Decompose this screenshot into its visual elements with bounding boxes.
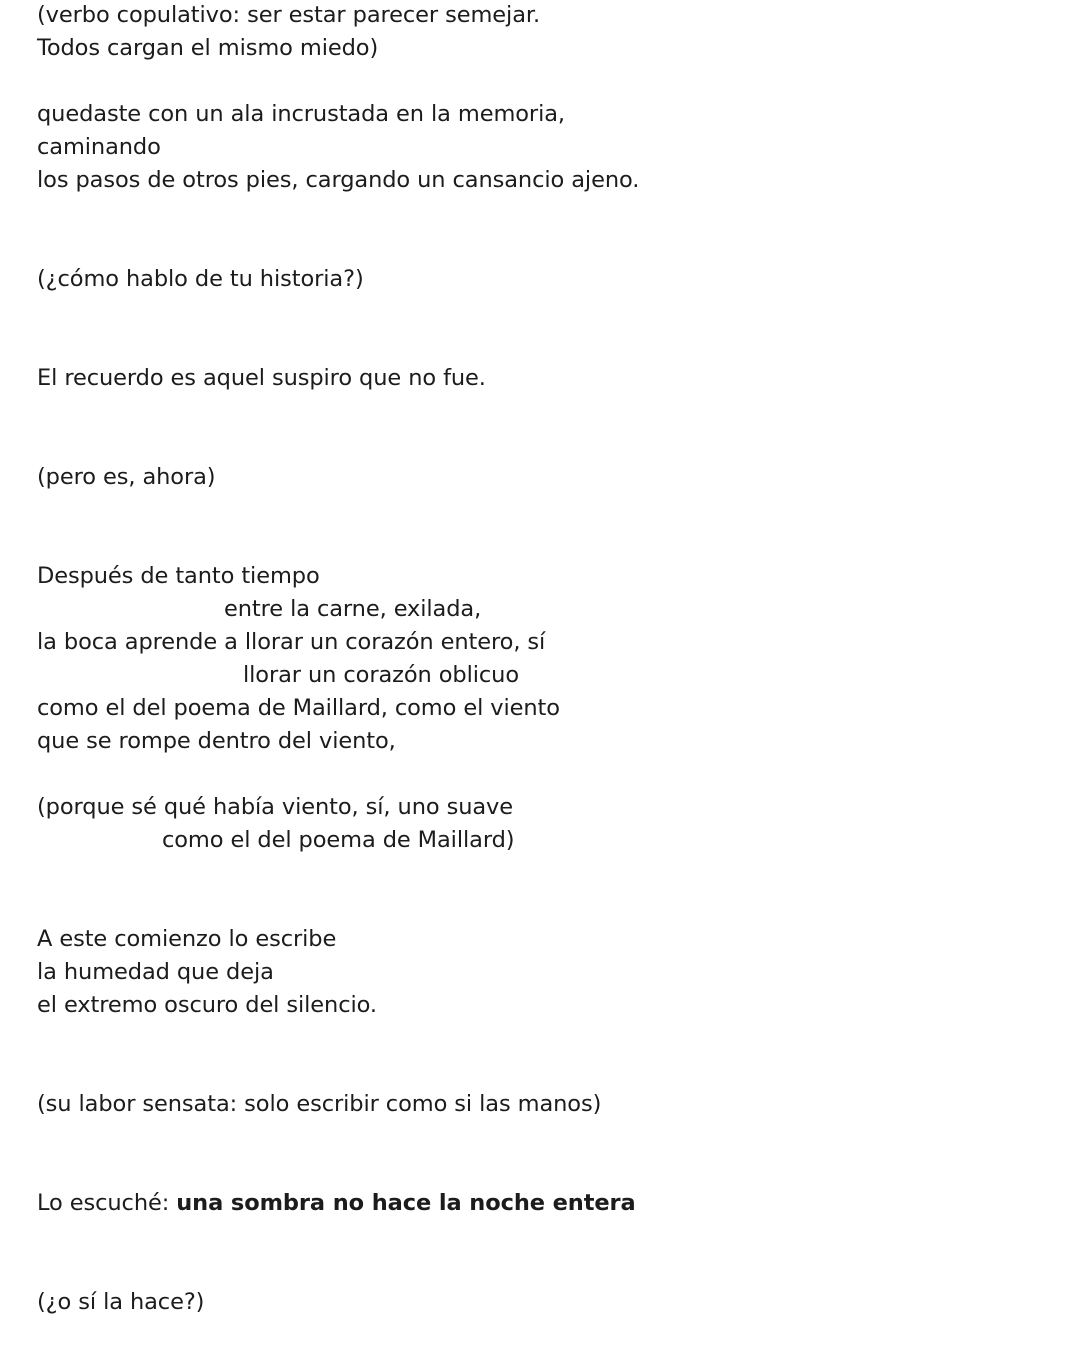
poem-line-with-emphasis (37, 1187, 636, 1220)
poem-line: El recuerdo es aquel suspiro que no fue. (37, 365, 486, 391)
poem-line: que se rompe dentro del viento, (37, 728, 396, 754)
poem-line: quedaste con un ala incrustada en la memoria, (37, 101, 565, 127)
poem-line: (verbo copulativo: ser estar parecer semejar. (37, 2, 541, 28)
poem-line: la humedad que deja (37, 959, 274, 985)
poem-line: Después de tanto tiempo (37, 563, 320, 589)
poem-line: (pero es, ahora) (37, 464, 216, 490)
poem-line-indented: llorar un corazón oblicuo (243, 662, 519, 688)
poem-line-regular-part: Lo escuché: (37, 1190, 177, 1216)
poem-line: la boca aprende a llorar un corazón entero, sí (37, 629, 546, 655)
poem-line: los pasos de otros pies, cargando un cansancio ajeno. (37, 167, 640, 193)
poem-line: A este comienzo lo escribe (37, 926, 337, 952)
poem-line-bold-part: una sombra no hace la noche entera (176, 1190, 636, 1216)
poem-line: el extremo oscuro del silencio. (37, 992, 377, 1018)
poem-line: (su labor sensata: solo escribir como si las manos) (37, 1091, 602, 1117)
poem-line-indented: como el del poema de Maillard) (162, 827, 515, 853)
poem-line: (porque sé qué había viento, sí, uno suave (37, 794, 514, 820)
poem-line-indented: entre la carne, exilada, (224, 596, 482, 622)
poem-line: como el del poema de Maillard, como el viento (37, 695, 560, 721)
poem-line: (¿cómo hablo de tu historia?) (37, 266, 364, 292)
poem-line: (¿o sí la hace?) (37, 1289, 205, 1315)
poem-line: Todos cargan el mismo miedo) (37, 35, 379, 61)
poem-line: caminando (37, 134, 161, 160)
